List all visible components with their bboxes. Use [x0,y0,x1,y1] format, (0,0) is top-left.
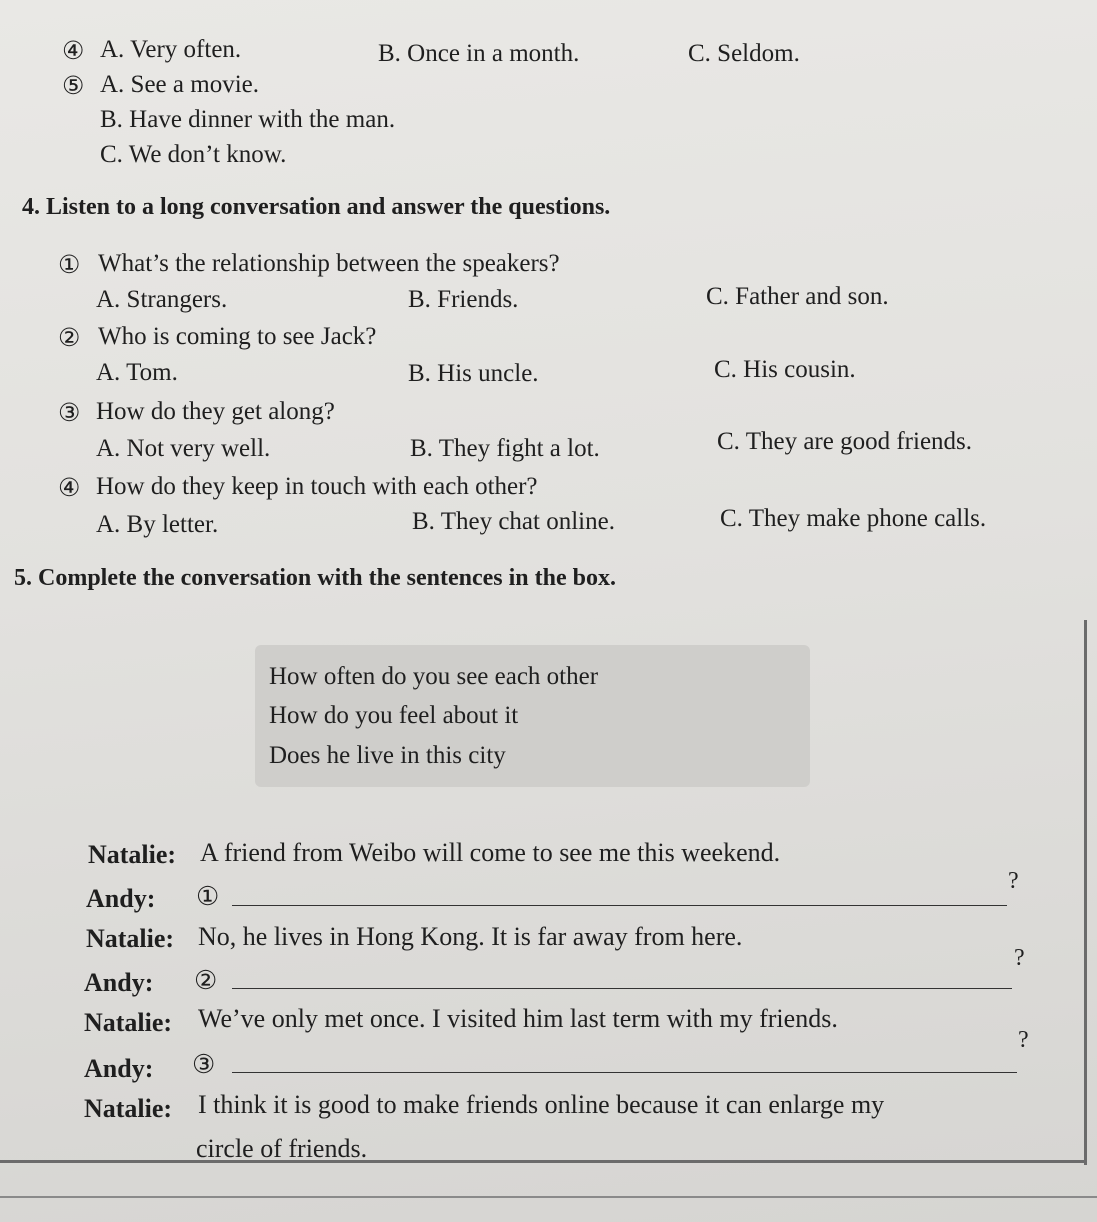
frame-border-bottom [0,1160,1087,1163]
answer-blank-3[interactable] [232,1072,1017,1073]
dialog-2-number: ① [196,882,220,911]
section-5-heading: 5. Complete the conversation with the sentences in the box. [14,565,616,591]
q3-item-4-option-c: C. Seldom. [688,40,800,67]
s4-q1-option-b: B. Friends. [408,286,519,313]
dialog-6-number: ③ [192,1050,216,1079]
box-sentence-3: Does he live in this city [269,742,506,769]
s4-q3-number: ③ [58,400,81,427]
dialog-6-speaker: Andy: [84,1054,154,1083]
dialog-3-text: No, he lives in Hong Kong. It is far away from here. [198,922,743,951]
s4-q2-option-b: B. His uncle. [408,360,539,387]
s4-q4-option-a: A. By letter. [96,511,219,538]
dialog-1-speaker: Natalie: [88,840,177,869]
dialog-3-speaker: Natalie: [86,924,175,953]
s4-q2-number: ② [58,325,81,352]
dialog-7-speaker: Natalie: [84,1094,173,1123]
frame-border-right [1030,620,1087,1165]
s4-q4-option-b: B. They chat online. [412,508,615,535]
dialog-7-continuation: circle of friends. [196,1134,368,1163]
s4-q3-text: How do they get along? [96,398,335,425]
page-edge-line [0,1196,1097,1198]
s4-q2-text: Who is coming to see Jack? [98,323,377,350]
dialog-5-speaker: Natalie: [84,1008,173,1037]
q3-item-4-option-a: A. Very often. [100,36,242,63]
dialog-5-text: We’ve only met once. I visited him last term with my friends. [198,1004,838,1033]
q3-item-5-number: ⑤ [62,73,85,100]
dialog-7-text: I think it is good to make friends online because it can enlarge my [198,1090,885,1119]
q3-item-5-option-a: A. See a movie. [100,71,259,98]
dialog-2-speaker: Andy: [86,884,156,913]
dialog-4-number: ② [194,966,218,995]
box-sentence-2: How do you feel about it [269,702,519,729]
s4-q3-option-b: B. They fight a lot. [410,435,600,462]
s4-q1-number: ① [58,252,81,279]
s4-q2-option-a: A. Tom. [96,359,178,386]
dialog-4-speaker: Andy: [84,968,154,997]
s4-q4-number: ④ [58,475,81,502]
s4-q3-option-a: A. Not very well. [96,435,271,462]
q3-item-5-option-c: C. We don’t know. [100,141,287,168]
s4-q1-option-a: A. Strangers. [96,286,228,313]
answer-blank-2[interactable] [232,988,1012,989]
s4-q1-option-c: C. Father and son. [706,283,889,310]
section-4-heading: 4. Listen to a long conversation and answer the questions. [22,194,611,220]
q3-item-5-option-b: B. Have dinner with the man. [100,106,396,133]
s4-q3-option-c: C. They are good friends. [717,428,973,455]
dialog-6-question-mark: ? [1018,1027,1029,1053]
s4-q4-option-c: C. They make phone calls. [720,505,987,532]
q3-item-4-number: ④ [62,38,85,65]
dialog-4-question-mark: ? [1014,945,1025,971]
sentence-box [255,645,810,787]
answer-blank-1[interactable] [232,905,1007,906]
dialog-1-text: A friend from Weibo will come to see me this weekend. [200,838,781,867]
s4-q1-text: What’s the relationship between the speakers? [98,250,560,277]
q3-item-4-option-b: B. Once in a month. [378,40,580,67]
box-sentence-1: How often do you see each other [269,663,599,690]
dialog-2-question-mark: ? [1008,868,1019,894]
s4-q4-text: How do they keep in touch with each other? [96,473,538,500]
s4-q2-option-c: C. His cousin. [714,356,856,383]
